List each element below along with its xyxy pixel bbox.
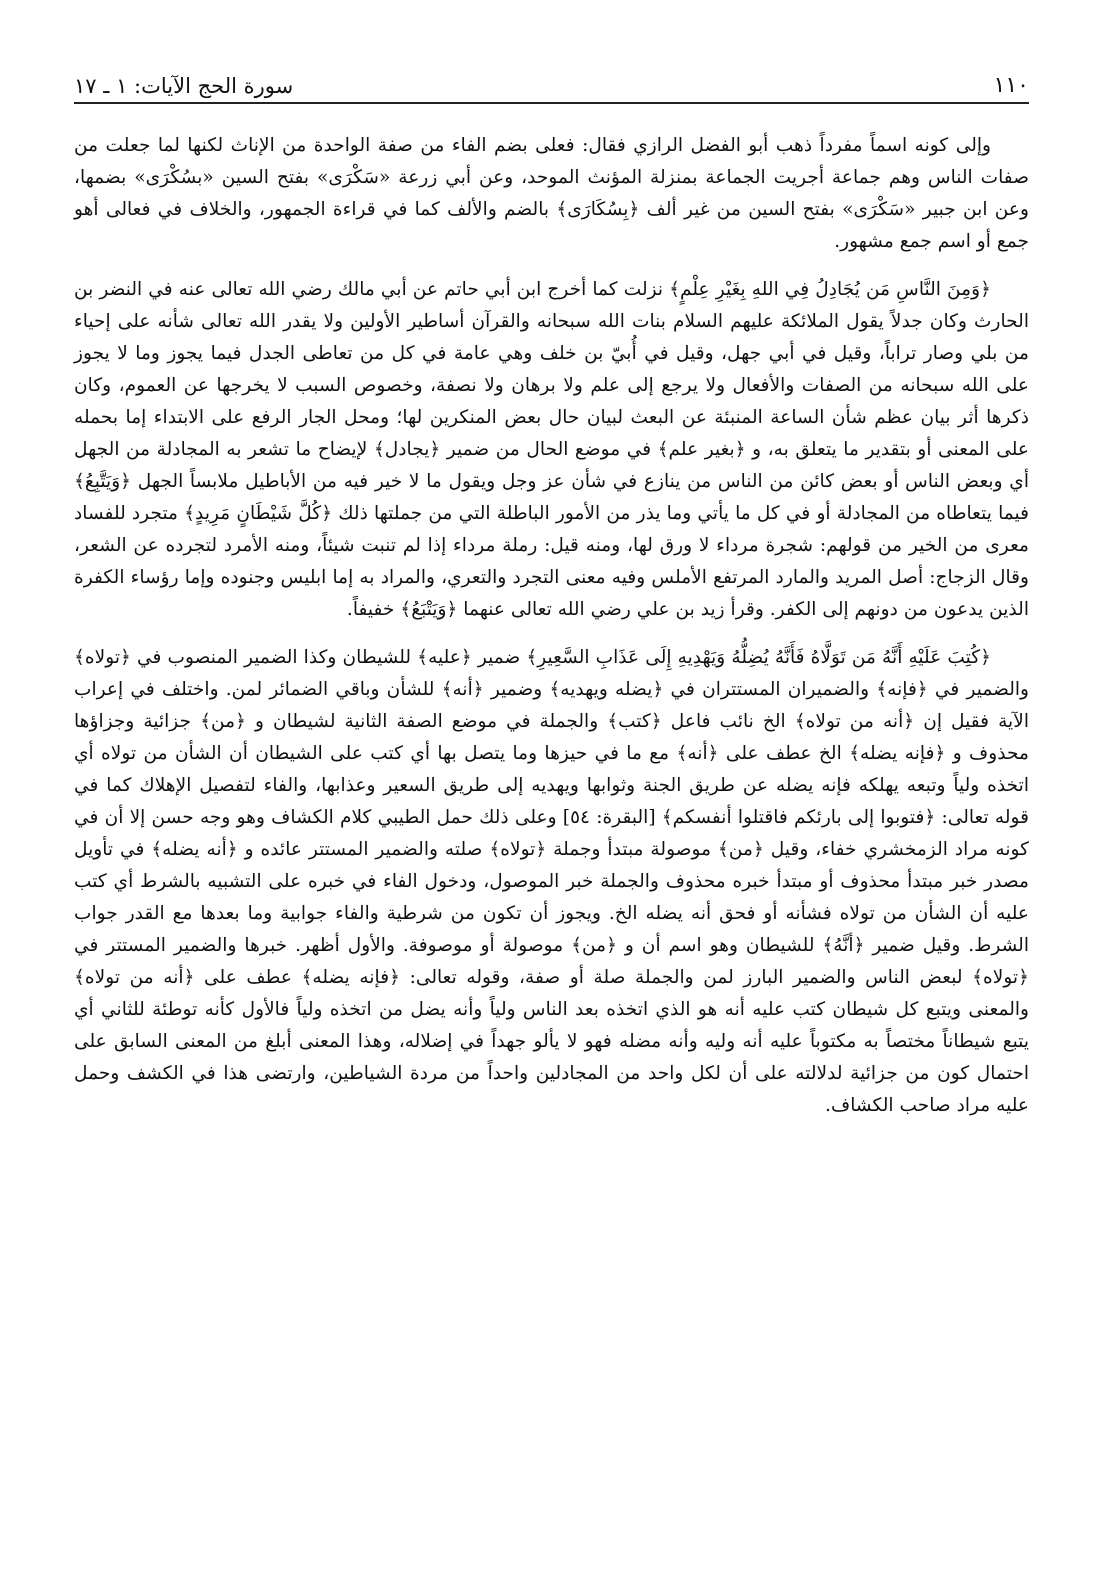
running-header [74,70,1029,104]
paragraph-2: ﴿وَمِنَ النَّاسِ مَن يُجَادِلُ فِي اللهِ بِغَيْرِ عِلْمٍ﴾ نزلت كما أخرج ابن أبي حاتم عن أبي مالك رضي الله تعالى عنه في النضر بن الحارث وكان جدلاً يقول الملائكة عليهم السلام بنات الله سبحانه والقرآن أساطير الأولين ولا يقدر الله تعالى شأنه على إحياء من بلي وصار تراباً، وقيل في أبي جهل، وقيل في أُبيّ بن خلف وهي عامة في كل من تعاطى الجدل فيما يجوز وما لا يجوز على الله سبحانه من الصفات والأفعال ولا يرجع إلى علم ولا برهان ولا نصفة، وخصوص السبب لا يخرجها عن العموم، وكان ذكرها أثر بيان عظم شأن الساعة المنبئة عن البعث لبيان حال بعض المنكرين لها؛ ومحل الجار الرفع على الابتداء إما بحمله على المعنى أو بتقدير ما يتعلق به، و ﴿بغير علم﴾ في موضع الحال من ضمير ﴿يجادل﴾ لإيضاح ما تشعر به المجادلة من الجهل أي وبعض الناس أو بعض كائن من الناس من ينازع في شأن عز وجل ويقول ما لا خير فيه من الأباطيل ملابساً الجهل ﴿وَيَتَّبِعُ﴾ فيما يتعاطاه من المجادلة أو في كل ما يأتي وما يذر من الأمور الباطلة التي من جملتها ذلك ﴿كُلَّ شَيْطَانٍ مَرِيدٍ﴾ متجرد للفساد معرى من الخير من قولهم: شجرة مرداء لا ورق لها، ومنه قيل: رملة مرداء إذا لم تنبت شيئاً، ومنه الأمرد لتجرده عن الشعر، وقال الزجاج: أصل المريد والمارد المرتفع الأملس وفيه معنى التجرد والتعري، والمراد به إما ابليس وجنوده وإما رؤساء الكفرة الذين يدعون من دونهم إلى الكفر. وقرأ زيد بن علي رضي الله تعالى عنهما ﴿وَيَتْبَعُ﴾ خفيفاً. [74,279,1029,620]
paragraph-1: وإلى كونه اسماً مفرداً ذهب أبو الفضل الرازي فقال: فعلى بضم الفاء من صفة الواحدة من الإناث لكنها لما جعلت من صفات الناس وهم جماعة أجريت الجماعة بمنزلة المؤنث الموحد، وعن أبي زرعة «سَكْرَى» بفتح السين «بسُكْرَى» بضمها، وعن ابن جبير «سَكْرَى» بفتح السين من غير ألف ﴿بِسُكَارَى﴾ بالضم والألف كما في قراءة الجمهور، والخلاف في فعالى أهو جمع أو اسم جمع مشهور. [74,135,1029,252]
paragraph-3: ﴿كُتِبَ عَلَيْهِ أَنَّهُ مَن تَوَلَّاهُ فَأَنَّهُ يُضِلُّهُ وَيَهْدِيهِ إِلَى عَذَابِ السَّعِيرِ﴾ ضمير ﴿عليه﴾ للشيطان وكذا الضمير المنصوب في ﴿تولاه﴾ والضمير في ﴿فإنه﴾ والضميران المستتران في ﴿يضله ويهديه﴾ وضمير ﴿أنه﴾ للشأن وباقي الضمائر لمن. واختلف في إعراب الآية فقيل إن ﴿أنه من تولاه﴾ الخ نائب فاعل ﴿كتب﴾ والجملة في موضع الصفة الثانية لشيطان و ﴿من﴾ جزائية وجزاؤها محذوف و ﴿فإنه يضله﴾ الخ عطف على ﴿أنه﴾ مع ما في حيزها وما يتصل بها أي كتب على الشيطان أن الشأن من تولاه أي اتخذه ولياً وتبعه يهلكه فإنه يضله عن طريق الجنة وثوابها ويهديه إلى طريق السعير وعذابها، والفاء لتفصيل الإهلاك كما في قوله تعالى: ﴿فتوبوا إلى بارئكم فاقتلوا أنفسكم﴾ [البقرة: ٥٤] وعلى ذلك حمل الطيبي كلام الكشاف وهو وجه حسن إلا أن في كونه مراد الزمخشري خفاء، وقيل ﴿من﴾ موصولة مبتدأ وجملة ﴿تولاه﴾ صلته والضمير المستتر عائده و ﴿أنه يضله﴾ في تأويل مصدر خبر مبتدأ محذوف أو مبتدأ خبره محذوف والجملة خبر الموصول، ودخول الفاء في خبره على التشبيه بالشرط أي كتب عليه أن الشأن من تولاه فشأنه أو فحق أنه يضله الخ. ويجوز أن تكون من شرطية والفاء جوابية وما بعدها مع القدر جواب الشرط. وقيل ضمير ﴿أنَّهُ﴾ للشيطان وهو اسم أن و ﴿من﴾ موصولة أو موصوفة. والأول أظهر. خبرها والضمير المستتر في ﴿تولاه﴾ لبعض الناس والضمير البارز لمن والجملة صلة أو صفة، وقوله تعالى: ﴿فإنه يضله﴾ عطف على ﴿أنه من تولاه﴾ والمعنى ويتبع كل شيطان كتب عليه أنه هو الذي اتخذه بعد الناس ولياً وأنه يضل من اتخذه ولياً فالأول كأنه توطئة للثاني أي يتبع شيطاناً مختصاً به مكتوباً عليه أنه وليه وأنه مضله فهو لا يألو جهداً في إضلاله، وهذا المعنى أبلغ من المعنى السابق على احتمال كون من جزائية لدلالته على أن لكل واحد من المجادلين واحداً من مردة الشياطين، وارتضى هذا في الكشف وحمل عليه مراد صاحب الكشاف. [74,647,1030,1116]
running-title: سورة الحج الآيات: ١ ـ ١٧ [74,74,294,98]
commentary-body [74,130,1029,1138]
page-number: ١١٠ [993,73,1029,98]
